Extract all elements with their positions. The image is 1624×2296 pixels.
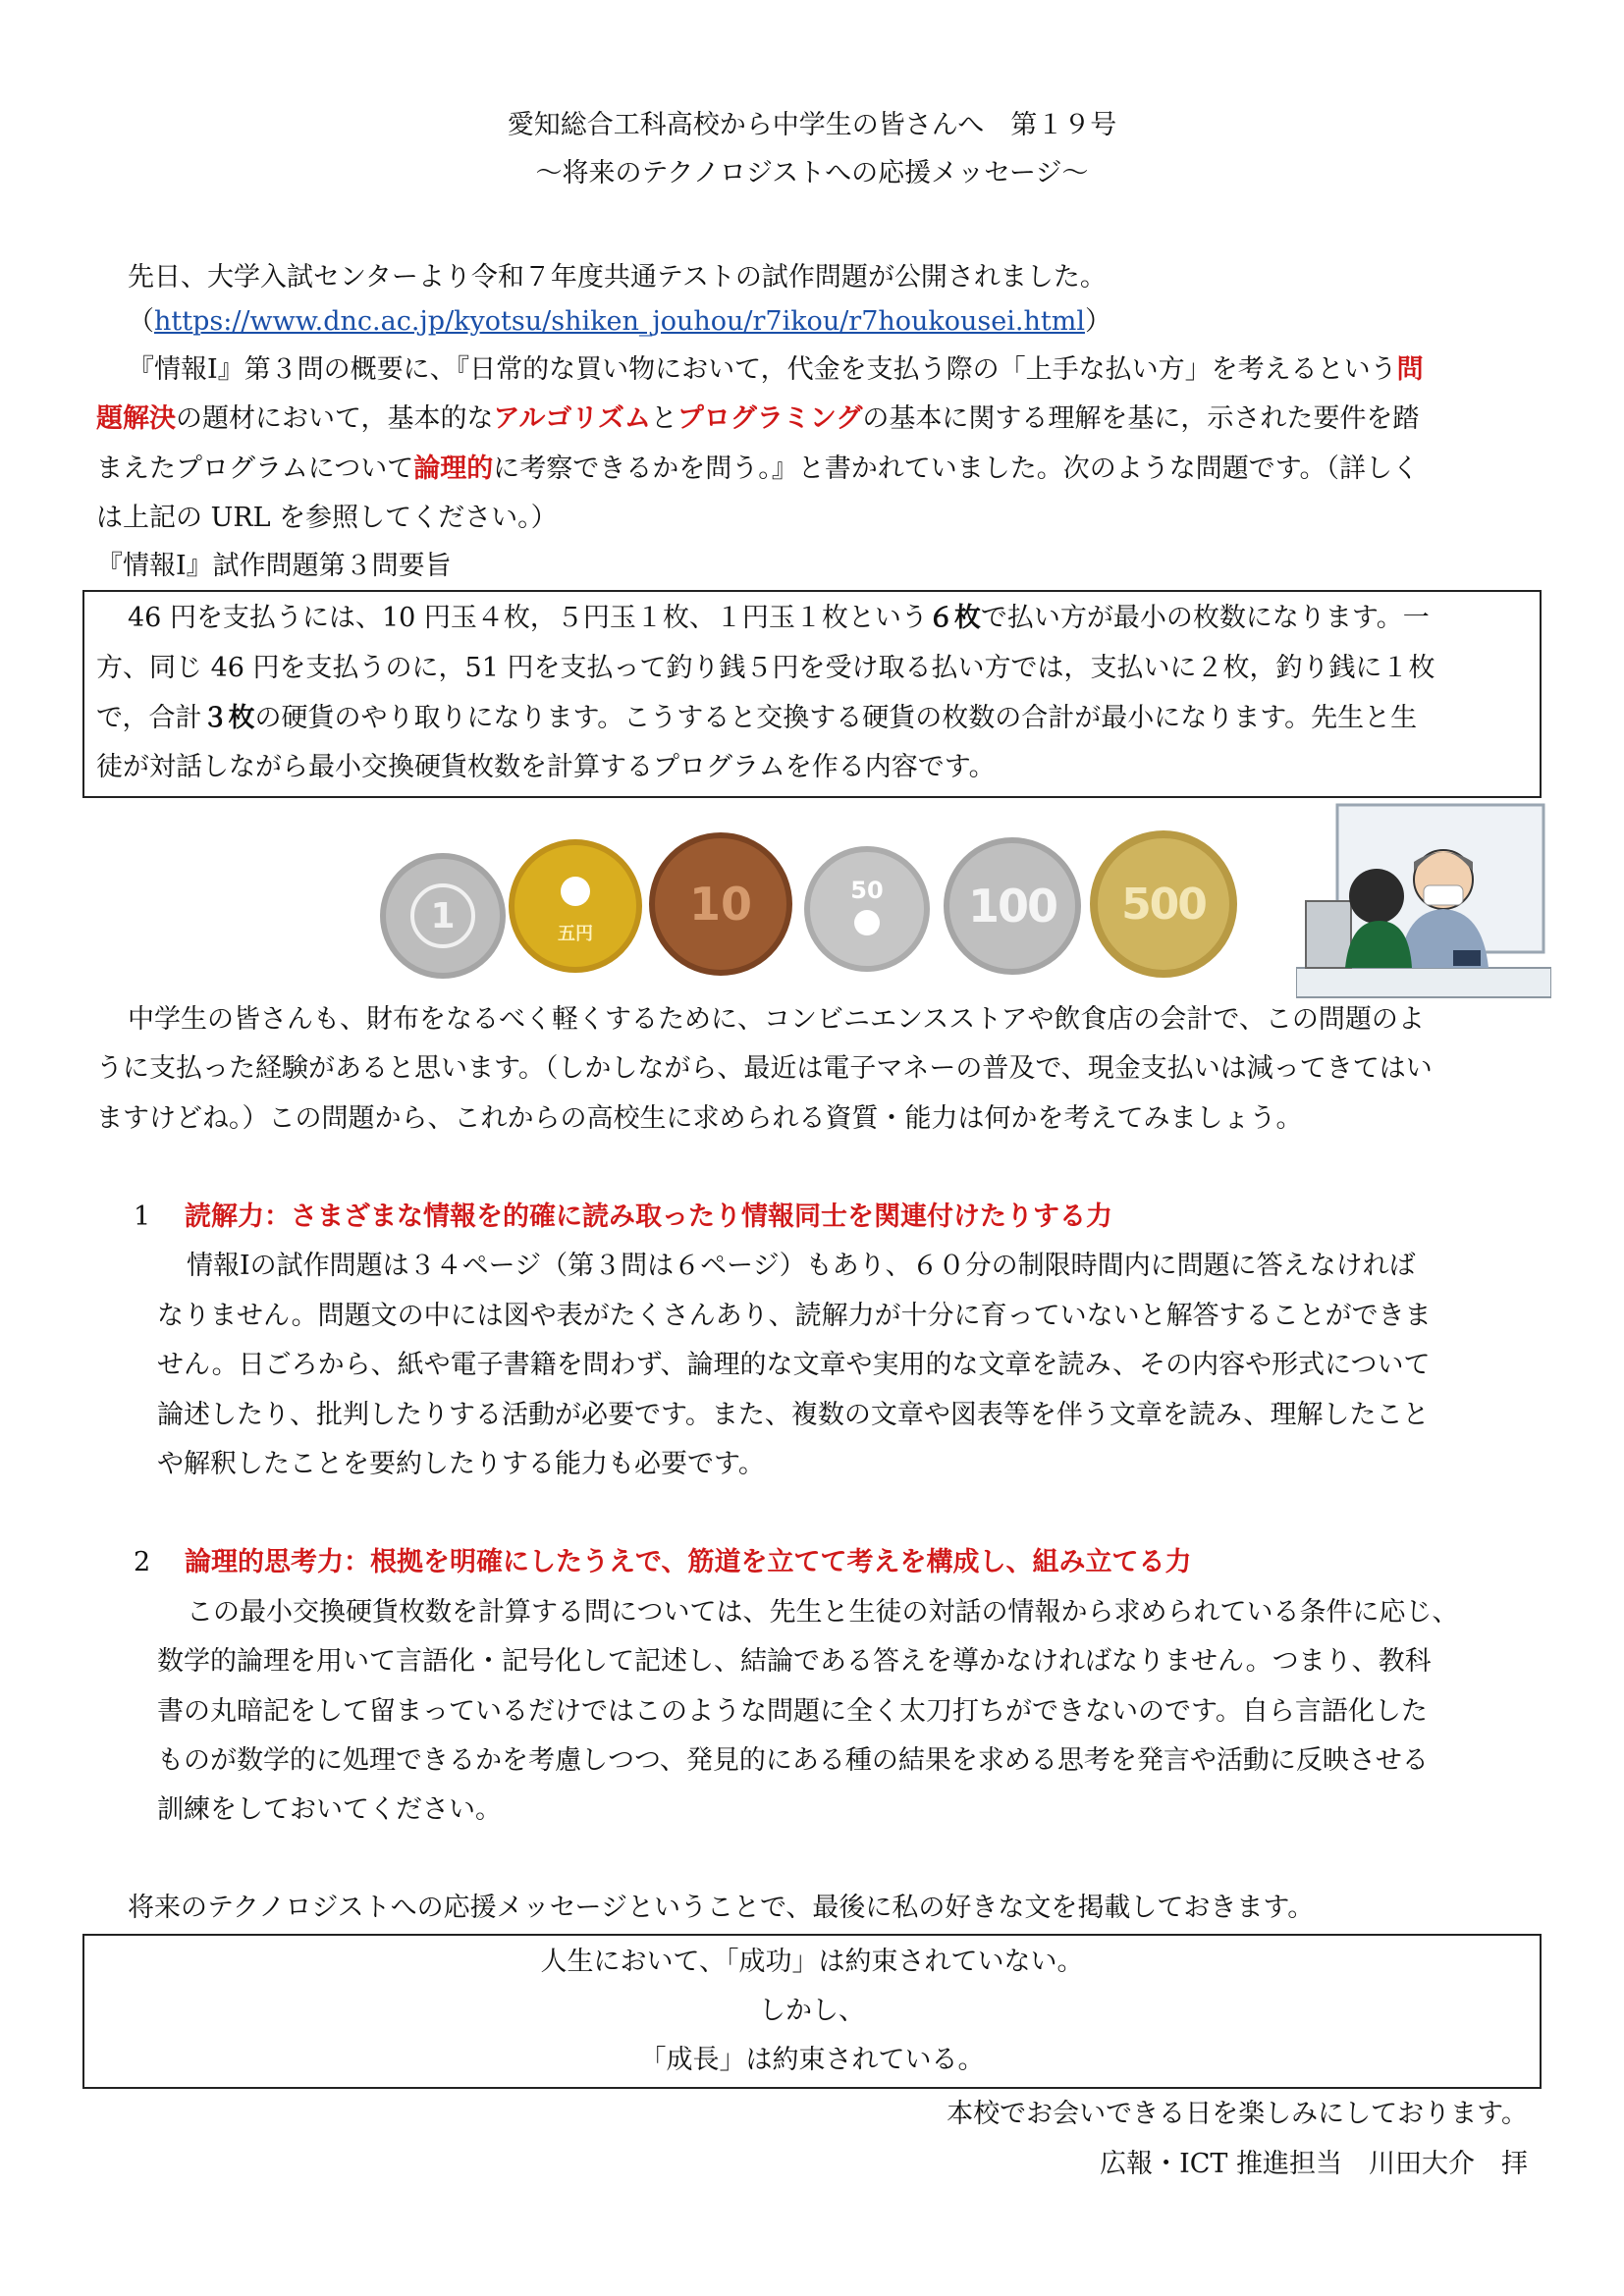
section2-line-2: 数学的論理を用いて言語化・記号化して記述し、結論である答えを導かなければなりません。つまり、教科 bbox=[157, 1646, 1432, 1677]
coin-50yen-label: 50 bbox=[850, 877, 884, 904]
url-open: （ bbox=[128, 306, 154, 337]
coin-100yen-label: 100 bbox=[967, 880, 1057, 933]
intro-line-1: 先日、大学入試センターより令和７年度共通テストの試作問題が公開されました。 bbox=[128, 262, 1107, 293]
highlight-programming: プログラミング bbox=[677, 403, 863, 434]
coin-50yen-hole bbox=[854, 910, 880, 935]
intro-l5-rest: に考察できるかを問う。』と書かれていました。次のような問題です。（詳しく bbox=[493, 454, 1420, 484]
intro-l4-rest: の基本に関する理解を基に，示された要件を踏 bbox=[862, 403, 1420, 434]
coin-10yen-label: 10 bbox=[688, 878, 752, 931]
newsletter-title: 愛知総合工科高校から中学生の皆さんへ 第１９号 bbox=[507, 110, 1117, 140]
summary-title: 『情報Ⅰ』試作問題第３問要旨 bbox=[96, 551, 452, 581]
coin-50yen bbox=[804, 846, 930, 972]
intro-l3-highlight: 問 bbox=[1396, 354, 1424, 385]
summary-l3-rest: の硬貨のやり取りになります。こうすると交換する硬貨の枚数の合計が最小になります。先生と生 bbox=[254, 703, 1418, 733]
section1-line-5: や解釈したことを要約したりする能力も必要です。 bbox=[157, 1449, 765, 1479]
coin-5yen bbox=[509, 839, 642, 973]
section1-line-1: 情報Ⅰの試作問題は３４ページ（第３問は６ページ）もあり、６０分の制限時間内に問題に答えなければ bbox=[187, 1251, 1416, 1281]
quote-line-3: 「成長」は約束されている。 bbox=[639, 2045, 985, 2075]
coin-1yen-label: 1 bbox=[410, 883, 475, 948]
highlight-logical: 論理的 bbox=[413, 454, 494, 484]
section2-heading: 論理的思考力：根拠を明確にしたうえで、筋道を立てて考えを構成し、組み立てる力 bbox=[185, 1547, 1192, 1577]
intro-line-3 bbox=[128, 346, 1424, 395]
quote-line-2: しかし、 bbox=[759, 1996, 865, 2026]
section1-number: 1 bbox=[134, 1201, 151, 1232]
intro-l4-text: の題材において，基本的な bbox=[176, 403, 494, 434]
section2-line-5: 訓練をしておいてください。 bbox=[157, 1794, 502, 1825]
customer-mask bbox=[1424, 885, 1463, 905]
para2-line-2: うに支払った経験があると思います。（しかしながら、最近は電子マネーの普及で、現金支払いは減ってきてはい bbox=[96, 1053, 1433, 1084]
summary-l1-bold: ６枚 bbox=[927, 603, 981, 633]
counter bbox=[1296, 968, 1551, 997]
closing-intro: 将来のテクノロジストへの応援メッセージということで、最後に私の好きな文を掲載しておきます。 bbox=[128, 1893, 1315, 1923]
summary-l1-text: 46 円を支払うには、10 円玉４枚，５円玉１枚、１円玉１枚という bbox=[128, 603, 928, 633]
coin-500yen bbox=[1090, 830, 1237, 978]
intro-line-6: は上記の URL を参照してください。） bbox=[96, 503, 558, 533]
url-close: ） bbox=[1084, 306, 1111, 337]
section1-heading: 読解力：さまざまな情報を的確に読み取ったり情報同士を関連付けたりする力 bbox=[185, 1201, 1112, 1232]
section1-line-4: 論述したり、批判したりする活動が必要です。また、複数の文章や図表等を伴う文章を読み、理解したこと bbox=[157, 1400, 1430, 1430]
coin-100yen bbox=[944, 837, 1081, 975]
coin-5yen-hole bbox=[561, 877, 590, 906]
clerk-head bbox=[1349, 869, 1404, 924]
summary-line-3 bbox=[96, 694, 1417, 743]
para2-line-3: ますけどね。）この問題から、これからの高校生に求められる資質・能力は何かを考えてみましょう。 bbox=[96, 1103, 1303, 1134]
summary-l3-text: で，合計 bbox=[96, 703, 202, 733]
coin-10yen bbox=[649, 832, 792, 976]
intro-l5-text: まえたプログラムについて bbox=[96, 454, 414, 484]
highlight-algorithm: アルゴリズム bbox=[493, 403, 651, 434]
coin-1yen bbox=[380, 853, 506, 979]
signature: 広報・ICT 推進担当 川田大介 拝 bbox=[1100, 2149, 1528, 2179]
summary-line-4: 徒が対話しながら最小交換硬貨枚数を計算するプログラムを作る内容です。 bbox=[96, 752, 996, 782]
section1-line-2: なりません。問題文の中には図や表がたくさんあり、読解力が十分に育っていないと解答することができま bbox=[157, 1301, 1432, 1331]
summary-l3-bold: ３枚 bbox=[201, 703, 255, 733]
intro-line-5 bbox=[96, 445, 1419, 494]
coin-5yen-label: 五円 bbox=[558, 924, 593, 944]
summary-line-2: 方、同じ 46 円を支払うのに，51 円を支払って釣り銭５円を受け取る払い方では，支払いに２枚，釣り銭に１枚 bbox=[96, 653, 1435, 683]
summary-l1-rest: で払い方が最小の枚数になります。一 bbox=[980, 603, 1430, 633]
highlight-problem-solving: 題解決 bbox=[96, 403, 176, 434]
exam-url-link[interactable]: https://www.dnc.ac.jp/kyotsu/shiken_jouhou/r7ikou/r7houkousei.html bbox=[154, 306, 1085, 337]
section2-number: 2 bbox=[134, 1547, 151, 1577]
coin-500yen-label: 500 bbox=[1121, 879, 1206, 930]
farewell-text: 本校でお会いできる日を楽しみにしております。 bbox=[947, 2099, 1528, 2129]
summary-line-1 bbox=[128, 594, 1430, 643]
para2-line-1: 中学生の皆さんも、財布をなるべく軽くするために、コンビニエンスストアや飲食店の会計で、この問題のよ bbox=[128, 1004, 1425, 1035]
section2-line-3: 書の丸暗記をして留まっているだけではこのような問題に全く太刀打ちができないのです。自ら言語化した bbox=[157, 1696, 1428, 1727]
section2-line-1: この最小交換硬貨枚数を計算する問については、先生と生徒の対話の情報から求められている条件に応じ、 bbox=[187, 1597, 1459, 1628]
register bbox=[1306, 901, 1351, 968]
intro-line-4 bbox=[96, 395, 1419, 444]
section1-line-3: せん。日ごろから、紙や電子書籍を問わず、論理的な文章や実用的な文章を読み、その内容や形式について bbox=[157, 1350, 1431, 1380]
cashier-illustration bbox=[1296, 803, 1551, 999]
quote-line-1: 人生において、「成功」は約束されていない。 bbox=[540, 1947, 1084, 1977]
intro-l3-text: 『情報Ⅰ』第３問の概要に、『日常的な買い物において，代金を支払う際の「上手な払い方」を考えるという bbox=[128, 354, 1397, 385]
card-icon bbox=[1453, 950, 1481, 966]
url-line bbox=[128, 297, 1111, 347]
intro-l4-and: と bbox=[650, 403, 677, 434]
section2-line-4: ものが数学的に処理できるかを考慮しつつ、発見的にある種の結果を求める思考を発言や活動に反映させる bbox=[157, 1745, 1429, 1776]
newsletter-subtitle: 〜将来のテクノロジストへの応援メッセージ〜 bbox=[535, 158, 1089, 188]
